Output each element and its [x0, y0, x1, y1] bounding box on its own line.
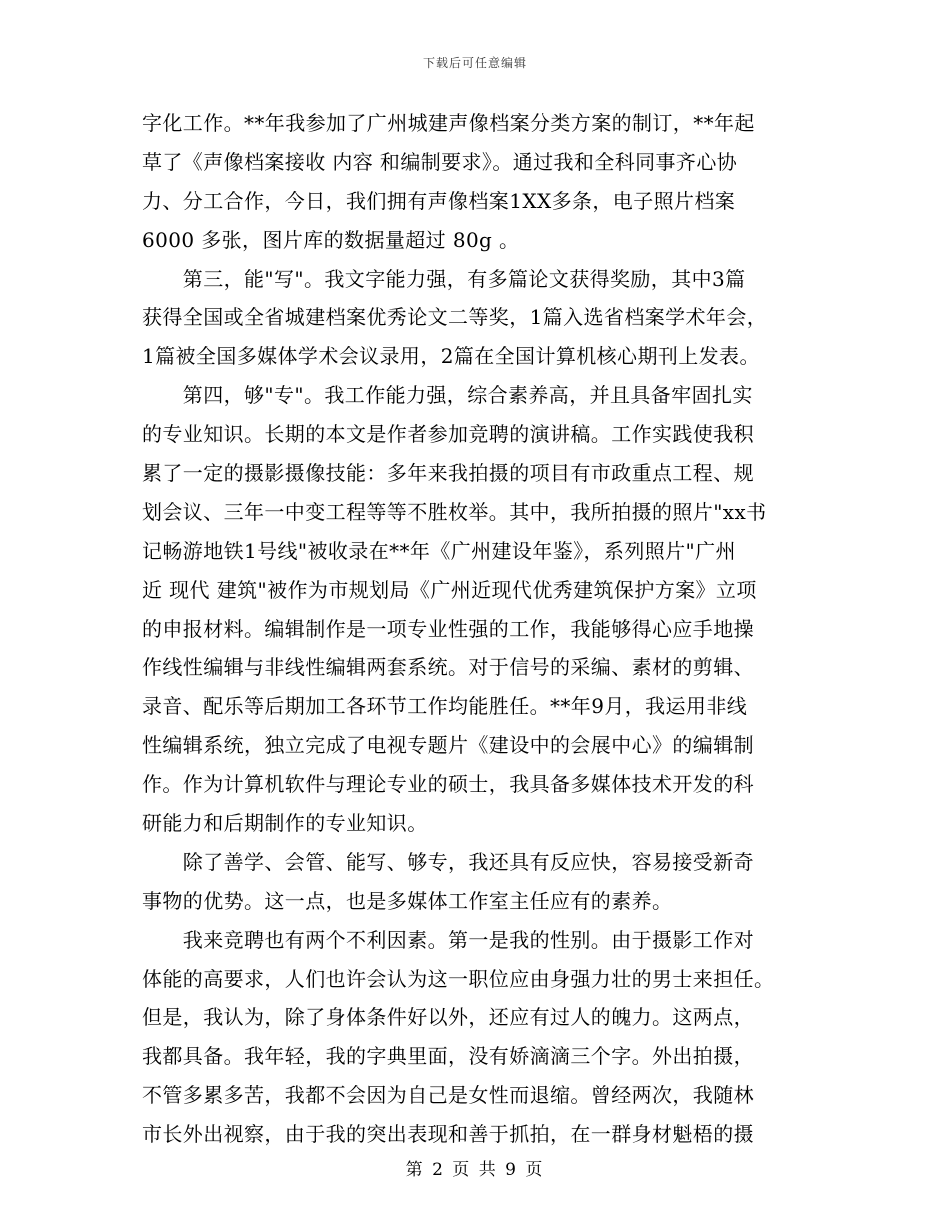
text-line: 力、分工合作，今日，我们拥有声像档案1XX多条，电子照片档案: [142, 188, 736, 213]
text-line: 累了一定的摄影摄像技能：多年来我拍摄的项目有市政重点工程、规: [142, 461, 754, 486]
page-number-footer: 第 2 页 共 9 页: [405, 1160, 545, 1180]
text-line: 字化工作。**年我参加了广州城建声像档案分类方案的制订，**年起: [142, 111, 755, 135]
text-line: 事物的优势。这一点，也是多媒体工作室主任应有的素养。: [142, 888, 673, 913]
text-line: 划会议、三年一中变工程等等不胜枚举。其中，我所拍摄的照片"xx书: [142, 499, 767, 524]
header-note: 下载后可任意编辑: [422, 56, 527, 70]
text-line: 1篇被全国多媒体学术会议录用，2篇在全国计算机核心期刊上发表。: [142, 344, 760, 369]
text-line: 的申报材料。编辑制作是一项专业性强的工作，我能够得心应手地操: [142, 616, 754, 641]
text-line: 录音、配乐等后期加工各环节工作均能胜任。**年9月，我运用非线: [142, 694, 748, 719]
text-line: 但是，我认为，除了身体条件好以外，还应有过人的魄力。这两点，: [142, 1005, 754, 1030]
text-line: 除了善学、会管、能写、够专，我还具有反应快，容易接受新奇: [142, 849, 754, 874]
text-line: 6000 多张，图片库的数据量超过 80g 。: [142, 227, 520, 252]
text-line: 体能的高要求，人们也许会认为这一职位应由身强力壮的男士来担任。: [142, 966, 775, 991]
text-line: 第三，能"写"。我文字能力强，有多篇论文获得奖励，其中3篇: [142, 266, 746, 291]
text-line: 作。作为计算机软件与理论专业的硕士，我具备多媒体技术开发的科: [142, 772, 754, 797]
text-line: 记畅游地铁1号线"被收录在**年《广州建设年鉴》，系列照片"广州: [142, 538, 736, 563]
text-line: 研能力和后期制作的专业知识。: [142, 811, 428, 836]
text-line: 草了《声像档案接收 内容 和编制要求》。通过我和全科同事齐心协: [142, 149, 738, 174]
text-line: 我都具备。我年轻，我的字典里面，没有娇滴滴三个字。外出拍摄，: [142, 1044, 754, 1069]
body-text: [142, 104, 807, 1154]
text-line: 我来竞聘也有两个不利因素。第一是我的性别。由于摄影工作对: [142, 927, 754, 952]
text-line: 第四，够"专"。我工作能力强，综合素养高，并且具备牢固扎实: [142, 383, 753, 408]
text-line: 作线性编辑与非线性编辑两套系统。对于信号的采编、素材的剪辑、: [142, 655, 754, 680]
text-line: 市长外出视察，由于我的突出表现和善于抓拍，在一群身材魁梧的摄: [142, 1122, 754, 1147]
text-line: 的专业知识。长期的本文是作者参加竞聘的演讲稿。工作实践使我积: [142, 422, 754, 447]
text-line: 近 现代 建筑"被作为市规划局《广州近现代优秀建筑保护方案》立项: [142, 577, 757, 602]
text-line: 获得全国或全省城建档案优秀论文二等奖，1篇入选省档案学术年会，: [142, 305, 768, 330]
text-line: 不管多累多苦，我都不会因为自己是女性而退缩。曾经两次，我随林: [142, 1083, 754, 1108]
text-line: 性编辑系统，独立完成了电视专题片《建设中的会展中心》的编辑制: [142, 733, 754, 758]
